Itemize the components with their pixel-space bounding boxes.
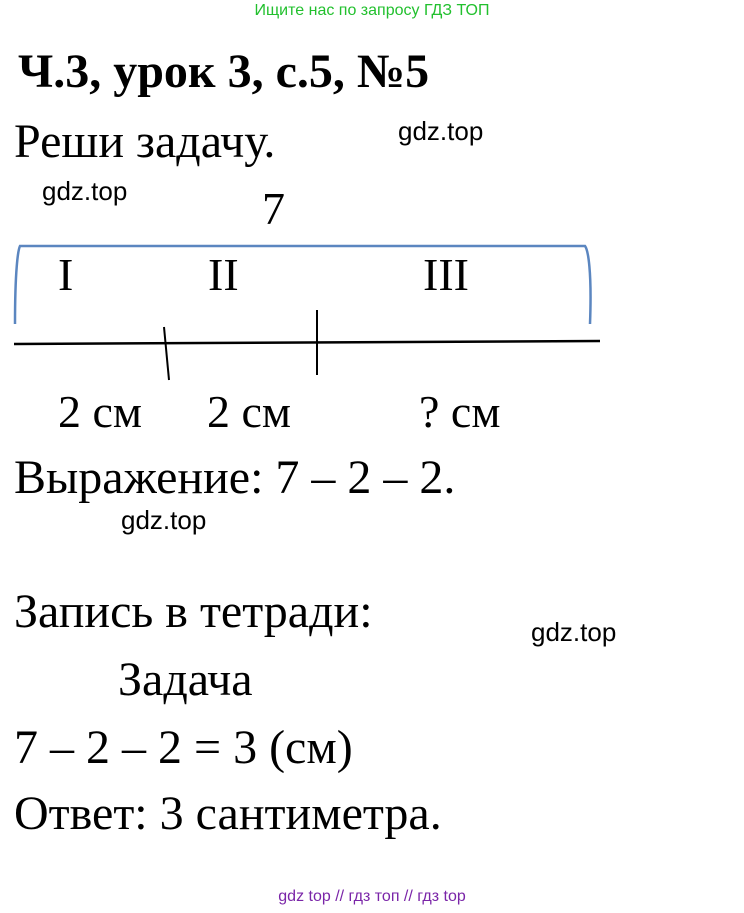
- watermark: gdz.top: [531, 617, 617, 647]
- answer-line: Ответ: 3 сантиметра.: [14, 787, 442, 840]
- segment-divider-1: [164, 327, 169, 380]
- segment-label-1: I: [58, 249, 74, 300]
- segment-length-3: ? см: [419, 386, 501, 437]
- search-hint-link[interactable]: Ищите нас по запросу ГДЗ ТОП: [254, 2, 490, 19]
- watermark: gdz.top: [398, 116, 484, 146]
- segment-length-2: 2 см: [207, 386, 292, 437]
- segment-label-3: III: [423, 249, 469, 300]
- segment-length-1: 2 см: [58, 386, 143, 437]
- watermark: gdz.top: [42, 176, 128, 206]
- segment-diagram: [0, 230, 744, 390]
- main-segment-line: [14, 341, 600, 344]
- footer-links[interactable]: gdz top // гдз топ // гдз top: [278, 888, 466, 905]
- page-title: Ч.3, урок 3, с.5, №5: [18, 45, 430, 98]
- diagram-total-label: 7: [262, 183, 285, 234]
- notebook-heading: Запись в тетради:: [14, 585, 373, 638]
- total-brace: [15, 246, 591, 324]
- watermark: gdz.top: [121, 505, 207, 535]
- notebook-subheading: Задача: [118, 653, 253, 706]
- task-instruction: Реши задачу.: [14, 115, 276, 168]
- solution-equation: 7 – 2 – 2 = 3 (см): [14, 721, 353, 774]
- segment-label-2: II: [208, 249, 239, 300]
- expression: Выражение: 7 – 2 – 2.: [14, 451, 456, 504]
